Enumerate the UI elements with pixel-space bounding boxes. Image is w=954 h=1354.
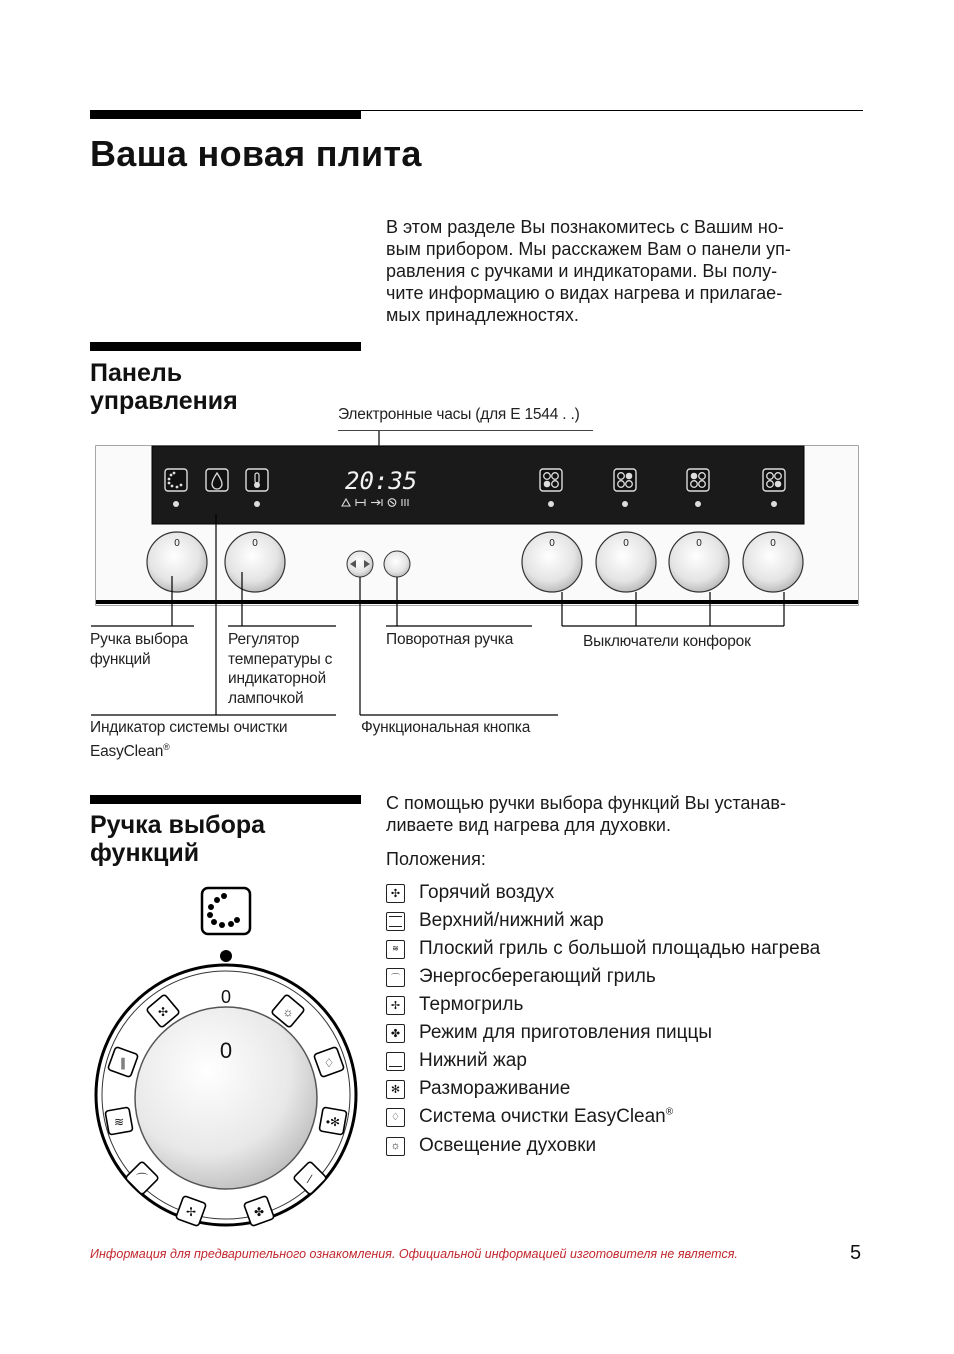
- eco-grill-icon: ⌒: [386, 968, 405, 987]
- page-title: Ваша новая плита: [90, 133, 422, 174]
- registered-mark: ®: [665, 1106, 674, 1118]
- svg-text:0: 0: [219, 1038, 233, 1063]
- heading-line: Ручка выбора: [90, 811, 266, 839]
- burner-switch-knob[interactable]: [669, 532, 729, 592]
- description-line: ливаете вид нагрева для духовки.: [386, 815, 671, 835]
- position-item: [386, 880, 554, 906]
- label-line: лампочкой: [228, 689, 304, 707]
- intro-line: вым прибором. Мы расскажем Вам о панели уп-: [386, 239, 791, 259]
- svg-text:✣: ✣: [157, 1005, 169, 1019]
- label-line: функций: [90, 650, 151, 668]
- wide-grill-icon: ≋: [386, 940, 405, 959]
- burner-switch-knob[interactable]: [743, 532, 803, 592]
- fan-heat-icon: ✣: [386, 884, 405, 903]
- svg-text:✢: ✢: [185, 1205, 197, 1219]
- control-panel-illustration: [88, 430, 864, 760]
- svg-text:∥: ∥: [120, 1056, 126, 1070]
- defrost-icon: ✻: [386, 1080, 405, 1099]
- description-line: С помощью ручки выбора функций Вы устанав-: [386, 793, 786, 813]
- heading-line: Панель: [90, 359, 183, 387]
- svg-text:☼: ☼: [282, 1005, 294, 1019]
- position-item: [386, 1076, 570, 1102]
- label-burner-switches: Выключатели конфорок: [583, 633, 751, 650]
- intro-line: мых принадлежностях.: [386, 305, 579, 325]
- svg-text:•✻: •✻: [325, 1115, 341, 1129]
- position-item: [386, 964, 656, 990]
- footer-disclaimer: Информация для предварительного ознакомления. Официальной информацией изготовителя не является.: [90, 1247, 738, 1261]
- position-item: [386, 1133, 596, 1159]
- position-item: [386, 1020, 712, 1046]
- label-function-knob: [90, 630, 188, 669]
- svg-text:≋: ≋: [113, 1115, 125, 1129]
- position-label: Нижний жар: [419, 1050, 527, 1071]
- position-label: Энергосберегающий гриль: [419, 966, 656, 987]
- selector-description: [386, 792, 866, 836]
- easyclean-position-text: Система очистки EasyClean: [419, 1106, 666, 1127]
- label-line: индикаторной: [228, 670, 326, 687]
- label-rotary-knob: Поворотная ручка: [386, 631, 514, 648]
- position-label: Термогриль: [419, 994, 524, 1015]
- positions-label: Положения:: [386, 849, 486, 869]
- svg-text:∕: ∕: [308, 1172, 312, 1186]
- position-item: [386, 992, 523, 1018]
- svg-text:0: 0: [696, 538, 702, 549]
- position-item: [386, 1048, 527, 1074]
- position-label: Верхний/нижний жар: [419, 910, 604, 931]
- easyclean-indicator-icon: [202, 888, 250, 962]
- label-line: температуры с: [228, 650, 333, 668]
- svg-text:✤: ✤: [253, 1205, 265, 1219]
- intro-line: чите информацию о видах нагрева и прилагае-: [386, 283, 783, 303]
- svg-text:0: 0: [623, 538, 629, 549]
- svg-text:0: 0: [174, 538, 180, 549]
- position-item: [386, 908, 604, 934]
- oven-light-icon: ☼: [386, 1137, 405, 1156]
- selector-section-rule: [90, 795, 361, 804]
- intro-paragraph: [386, 216, 866, 326]
- svg-text:♢: ♢: [323, 1056, 335, 1070]
- selector-section-heading: [90, 811, 265, 867]
- svg-text:0: 0: [770, 538, 776, 549]
- position-label: Плоский гриль с большой площадью нагрева: [419, 938, 821, 959]
- pizza-mode-icon: ✤: [386, 1024, 405, 1043]
- top-thick-rule: [90, 110, 361, 119]
- svg-text:0: 0: [252, 538, 258, 549]
- function-button[interactable]: [347, 551, 373, 577]
- burner-switch-knob[interactable]: [522, 532, 582, 592]
- page-number: 5: [850, 1242, 862, 1264]
- top-thin-rule: [361, 110, 863, 111]
- position-label: Режим для приготовления пиццы: [419, 1022, 713, 1043]
- rotary-knob[interactable]: [384, 551, 410, 577]
- water-drop-icon: [206, 469, 228, 491]
- label-line: Ручка выбора: [90, 631, 188, 648]
- heading-line: функций: [90, 839, 200, 867]
- easyclean-text: EasyClean: [90, 742, 164, 760]
- panel-section-rule: [90, 342, 361, 351]
- bottom-heat-icon: [386, 1052, 405, 1071]
- function-dial-illustration: [90, 880, 362, 1250]
- position-item: [386, 936, 820, 962]
- label-function-button: Функциональная кнопка: [361, 719, 531, 736]
- clock-label: Электронные часы (для E 1544 . .): [338, 406, 580, 423]
- heading-line: управления: [90, 387, 238, 415]
- intro-line: равления с ручками и индикаторами. Вы полу-: [386, 261, 778, 281]
- label-line: Регулятор: [228, 631, 300, 648]
- thermo-grill-icon: ✢: [386, 996, 405, 1015]
- position-label: Освещение духовки: [419, 1135, 597, 1156]
- position-label: Размораживание: [419, 1078, 571, 1099]
- label-line: [90, 738, 287, 762]
- temperature-regulator-knob[interactable]: [225, 532, 285, 592]
- position-label: [419, 1106, 673, 1128]
- burner-switch-knob[interactable]: [596, 532, 656, 592]
- svg-text:⌒: ⌒: [135, 1172, 149, 1186]
- position-item: [386, 1104, 673, 1130]
- svg-text:0: 0: [220, 987, 232, 1007]
- easyclean-icon: ♢: [386, 1108, 405, 1127]
- panel-section-heading: [90, 359, 238, 415]
- label-easyclean-indicator: [90, 718, 287, 761]
- label-line: Индикатор системы очистки: [90, 719, 288, 736]
- intro-line: В этом разделе Вы познакомитесь с Вашим но-: [386, 217, 784, 237]
- svg-text:0: 0: [549, 538, 555, 549]
- registered-mark: ®: [163, 741, 170, 752]
- clock-display: 20:35: [345, 467, 418, 495]
- label-temperature-regulator: [228, 630, 332, 708]
- position-label: Горячий воздух: [419, 882, 555, 903]
- top-bottom-heat-icon: [386, 912, 405, 931]
- function-selector-knob[interactable]: [147, 532, 207, 592]
